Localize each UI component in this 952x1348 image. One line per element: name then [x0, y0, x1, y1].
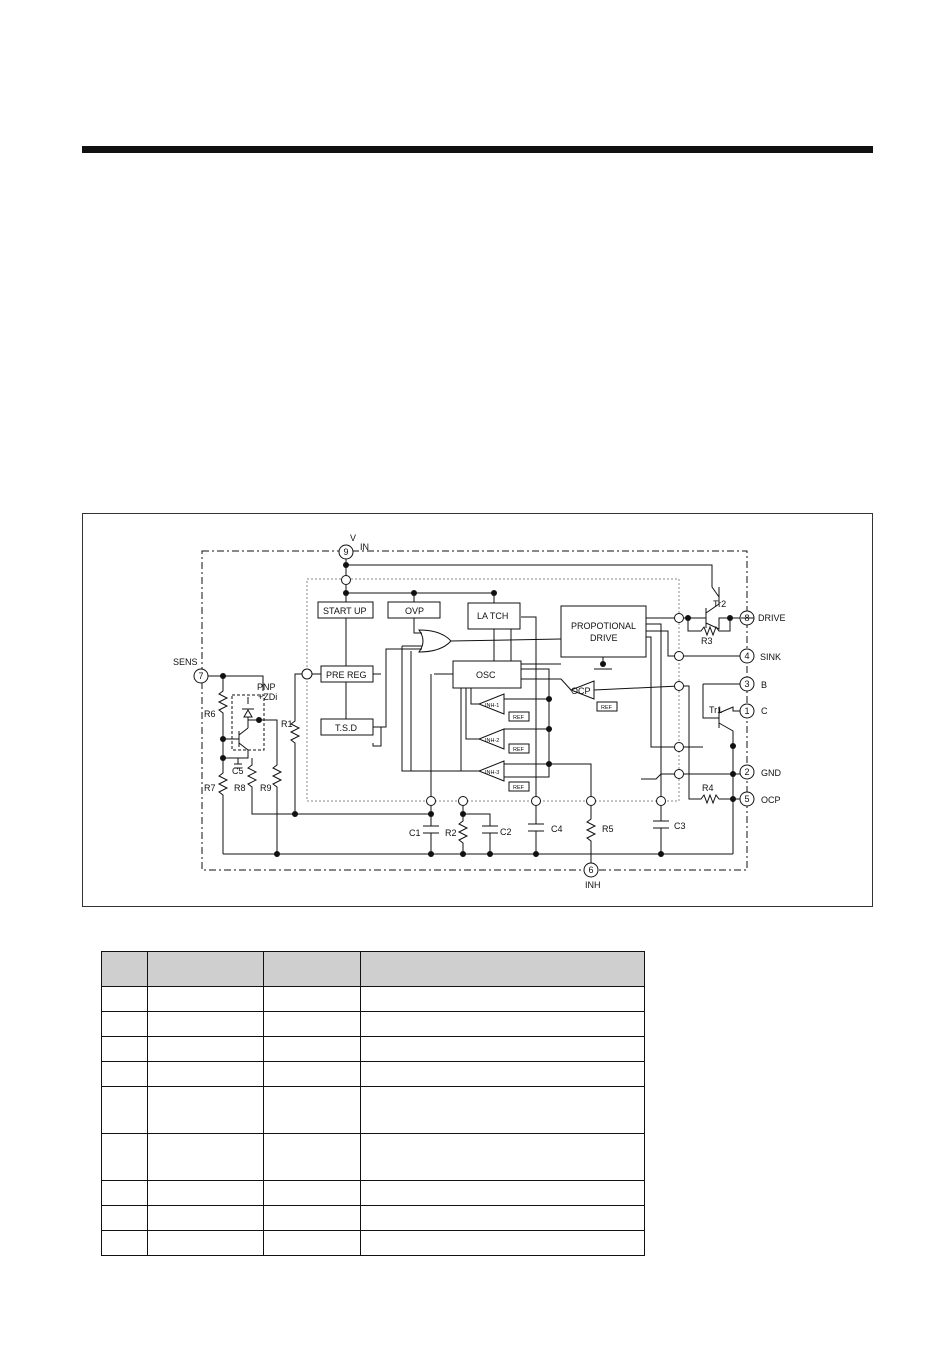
inh3-ref-label: REF — [513, 785, 524, 791]
pin-6-number: 6 — [588, 865, 594, 875]
table-cell — [102, 1231, 148, 1256]
propotional-drive-label-2: DRIVE — [590, 633, 618, 643]
osc-label: OSC — [476, 670, 496, 680]
c5-label: C5 — [232, 766, 244, 776]
pin-9-label: V — [350, 533, 357, 543]
pin-8-label: DRIVE — [758, 613, 786, 623]
table-cell — [361, 1231, 645, 1256]
pin-4-number: 4 — [744, 651, 750, 661]
r5-label: R5 — [602, 824, 614, 834]
table-cell — [264, 987, 361, 1012]
ovp-label: OVP — [405, 606, 425, 616]
table-cell — [361, 1062, 645, 1087]
table-cell — [148, 1206, 264, 1231]
r9-label: R9 — [260, 783, 272, 793]
table-cell — [361, 1206, 645, 1231]
pin-2-number: 2 — [744, 767, 750, 777]
table-cell — [148, 1062, 264, 1087]
table-header-cell — [264, 952, 361, 987]
table-cell — [264, 1087, 361, 1134]
pin-9-sub: IN — [360, 542, 369, 552]
block-diagram-svg — [83, 514, 874, 908]
table-row — [102, 987, 645, 1012]
or-gate — [419, 630, 451, 652]
pin-3-number: 3 — [744, 679, 750, 689]
r2-label: R2 — [445, 828, 457, 838]
table-cell — [264, 1062, 361, 1087]
table-row — [102, 1037, 645, 1062]
table-header-cell — [361, 952, 645, 987]
pin-7-number: 7 — [198, 671, 204, 681]
table-cell — [148, 1087, 264, 1134]
start-up-label: START UP — [323, 606, 367, 616]
table-cell — [264, 1181, 361, 1206]
table-cell — [102, 1087, 148, 1134]
pre-reg-label: PRE REG — [326, 670, 367, 680]
pin-9-number: 9 — [343, 547, 349, 557]
table-cell — [102, 1037, 148, 1062]
table-header-row — [102, 952, 645, 987]
top-rule — [82, 146, 873, 153]
c4-label: C4 — [551, 824, 563, 834]
pin-1-number: 1 — [744, 706, 750, 716]
inh2-label: INH-2 — [485, 738, 500, 744]
tsd-label: T.S.D — [335, 723, 358, 733]
table-cell — [102, 1206, 148, 1231]
ocp-ref-label: REF — [601, 705, 612, 711]
table-cell — [264, 1012, 361, 1037]
inh3-label: INH-3 — [485, 770, 500, 776]
table-cell — [148, 987, 264, 1012]
table-cell — [264, 1206, 361, 1231]
table-cell — [102, 1062, 148, 1087]
ic-boundary — [202, 551, 750, 870]
c3-label: C3 — [674, 821, 686, 831]
pin-6-label: INH — [585, 880, 601, 890]
latch-label: LA TCH — [477, 611, 509, 621]
pin-7-label: SENS — [173, 657, 198, 667]
pin-4-label: SINK — [760, 652, 782, 662]
table-cell — [361, 1037, 645, 1062]
table-cell — [102, 987, 148, 1012]
table-cell — [361, 1012, 645, 1037]
table-cell — [264, 1231, 361, 1256]
table-row — [102, 1062, 645, 1087]
tr1-label: Tr1 — [709, 705, 723, 715]
table-cell — [102, 1012, 148, 1037]
pin-8-number: 8 — [744, 613, 750, 623]
propotional-drive-label-1: PROPOTIONAL — [571, 621, 637, 631]
table-row — [102, 1206, 645, 1231]
table-cell — [148, 1231, 264, 1256]
table-row — [102, 1181, 645, 1206]
table-cell — [264, 1134, 361, 1181]
table-cell — [148, 1181, 264, 1206]
table-cell — [148, 1037, 264, 1062]
r3-label: R3 — [701, 636, 713, 646]
table-cell — [264, 1037, 361, 1062]
c1-label: C1 — [409, 828, 421, 838]
pin-2-label: GND — [761, 768, 781, 778]
table-cell — [102, 1181, 148, 1206]
tr2-label: Tr2 — [713, 599, 727, 609]
table-row — [102, 1012, 645, 1037]
table-header-cell — [148, 952, 264, 987]
table-cell — [148, 1012, 264, 1037]
r4-label: R4 — [702, 783, 714, 793]
pin-5-label: OCP — [761, 795, 781, 805]
circuit-diagram-frame — [82, 513, 873, 907]
propotional-drive-block — [561, 606, 646, 657]
table-header-cell — [102, 952, 148, 987]
table-cell — [361, 987, 645, 1012]
table-cell — [102, 1134, 148, 1181]
r1-label: R1 — [281, 719, 293, 729]
table-row — [102, 1087, 645, 1134]
inh2-ref-label: REF — [513, 747, 524, 753]
table-cell — [361, 1181, 645, 1206]
table-row — [102, 1231, 645, 1256]
table-row — [102, 1134, 645, 1181]
pin-5-number: 5 — [744, 794, 750, 804]
table-cell — [148, 1134, 264, 1181]
pin-table — [101, 951, 645, 1256]
c2-label: C2 — [500, 827, 512, 837]
inh1-ref-label: REF — [513, 715, 524, 721]
zdi-label: +ZDi — [258, 692, 278, 702]
pnp-label: PNP — [257, 682, 276, 692]
r6-label: R6 — [204, 709, 216, 719]
pin-3-label: B — [761, 680, 768, 690]
r8-label: R8 — [234, 783, 246, 793]
ocp-comparator-label: OCP — [571, 686, 591, 696]
inh1-label: INH-1 — [485, 703, 500, 709]
r7-label: R7 — [204, 783, 216, 793]
table-cell — [361, 1134, 645, 1181]
table-cell — [361, 1087, 645, 1134]
pin-1-label: C — [761, 706, 768, 716]
